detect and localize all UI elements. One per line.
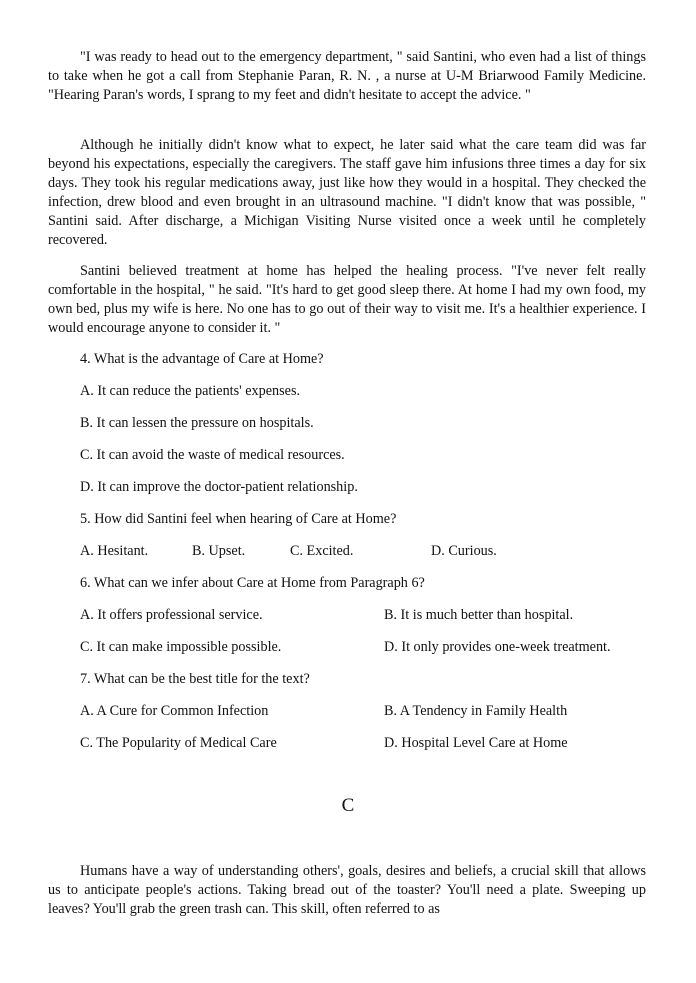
question-6-option-a: A. It offers professional service. <box>80 607 263 623</box>
question-6-stem: 6. What can we infer about Care at Home from Paragraph 6? <box>80 575 425 591</box>
question-4-option-d: D. It can improve the doctor-patient relationship. <box>80 479 358 495</box>
question-7-stem: 7. What can be the best title for the text? <box>80 671 310 687</box>
question-5-option-d: D. Curious. <box>431 543 497 559</box>
question-7-option-c: C. The Popularity of Medical Care <box>80 735 277 751</box>
question-7-option-a: A. A Cure for Common Infection <box>80 703 269 719</box>
paragraph-healing-process: Santini believed treatment at home has helped the healing process. "I've never felt really comfortable in the hospital, " he said. "It's hard to get good sleep there. At home I had my own food, my own bed, plus my wife is here. No one has to go out of their way to visit me. It's a healthier experience. I would encourage anyone to consider it. " <box>48 263 646 336</box>
question-5-option-c: C. Excited. <box>290 543 354 559</box>
question-7-option-b: B. A Tendency in Family Health <box>384 703 568 719</box>
paragraph-care-team: Although he initially didn't know what to expect, he later said what the care team did was far beyond his expectations, especially the caregivers. The staff gave him infusions three times a day for six days. They took his regular medications away, just like how they would in a hospital. They checked the infection, drew blood and even brought in an ultrasound machine. "I didn't know that was possible, " Santini said. After discharge, a Michigan Visiting Nurse visited once a week until he completely recovered. <box>48 137 646 248</box>
question-4-stem: 4. What is the advantage of Care at Home? <box>80 351 324 367</box>
question-7-option-d: D. Hospital Level Care at Home <box>384 735 568 751</box>
paragraph-santini-call: "I was ready to head out to the emergency department, " said Santini, who even had a list of things to take when he got a call from Stephanie Paran, R. N. , a nurse at U-M Briarwood Family Medicine. "Hearing Paran's words, I sprang to my feet and didn't hesitate to accept the advice. " <box>48 49 646 103</box>
question-6-option-c: C. It can make impossible possible. <box>80 639 282 655</box>
paragraph-section-c-intro: Humans have a way of understanding others', goals, desires and beliefs, a crucial skill that allows us to anticipate people's actions. Taking bread out of the toaster? You'll need a plate. Sweeping up leaves? You'll grab the green trash can. This skill, often referred to as <box>48 863 646 917</box>
question-5-option-b: B. Upset. <box>192 543 246 559</box>
question-5-option-a: A. Hesitant. <box>80 543 149 559</box>
section-c-title: C <box>341 795 355 816</box>
question-4-option-c: C. It can avoid the waste of medical resources. <box>80 447 345 463</box>
question-4-option-b: B. It can lessen the pressure on hospitals. <box>80 415 314 431</box>
question-6-option-b: B. It is much better than hospital. <box>384 607 574 623</box>
question-6-option-d: D. It only provides one-week treatment. <box>384 639 611 655</box>
question-5-stem: 5. How did Santini feel when hearing of Care at Home? <box>80 511 397 527</box>
question-4-option-a: A. It can reduce the patients' expenses. <box>80 383 301 399</box>
